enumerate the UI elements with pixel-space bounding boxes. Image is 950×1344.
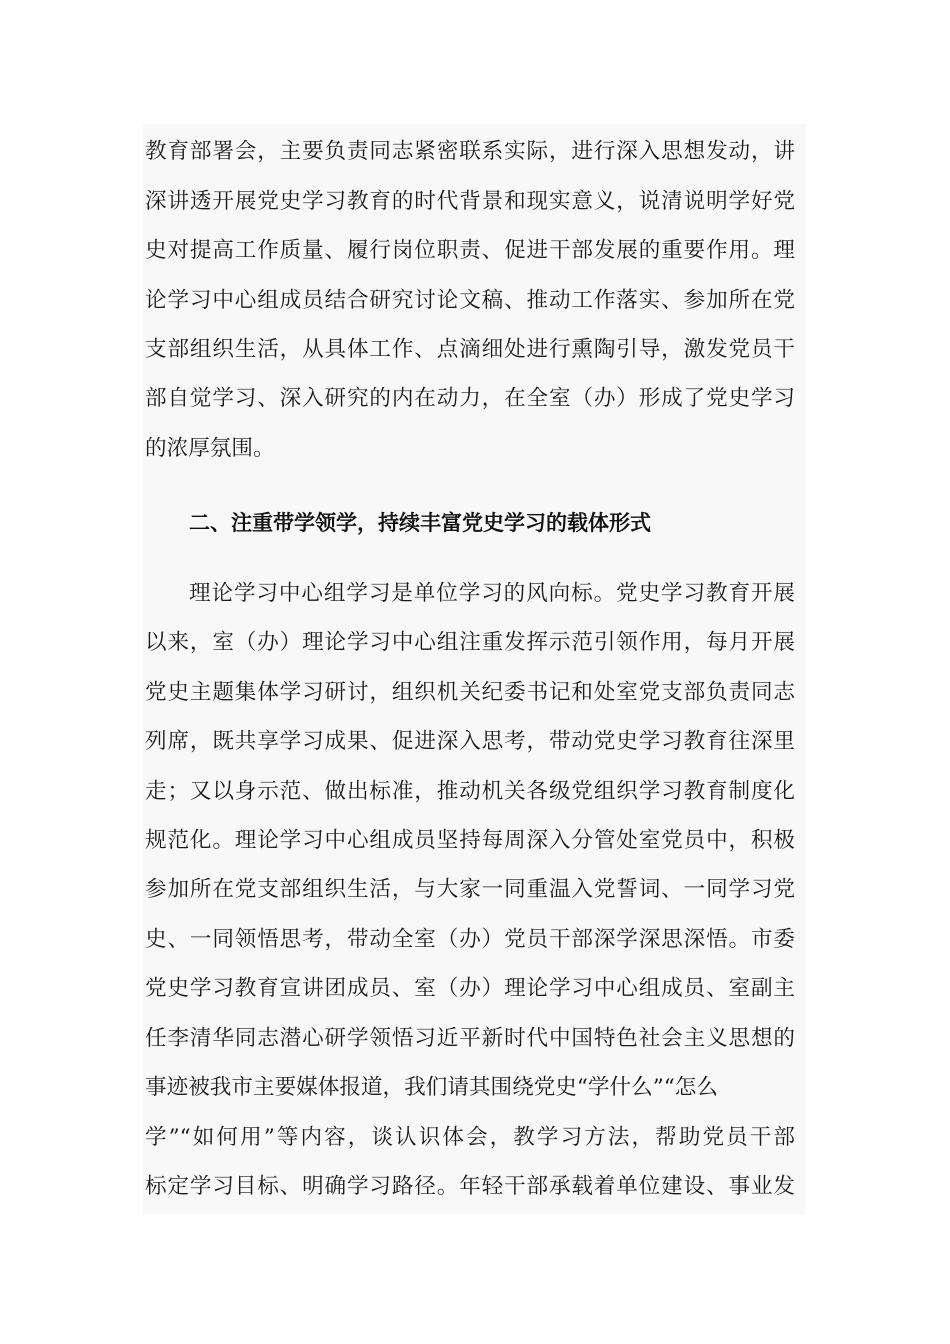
paragraph-line: 以来，室（办）理论学习中心组注重发挥示范引领作用，每月开展 xyxy=(145,630,795,655)
paragraph-line: 教育部署会，主要负责同志紧密联系实际，进行深入思想发动，讲 xyxy=(145,139,795,164)
paragraph-line: 史、一同领悟思考，带动全室（办）党员干部深学深思深悟。市委 xyxy=(145,927,795,952)
paragraph-line: 的浓厚氛围。 xyxy=(145,436,275,461)
paragraph-line: 部自觉学习、深入研究的内在动力，在全室（办）形成了党史学习 xyxy=(145,386,795,411)
paragraph-line: 学”“如何用”等内容，谈认识体会，教学习方法，帮助党员干部 xyxy=(145,1125,795,1150)
paragraph-line: 任李清华同志潜心研学领悟习近平新时代中国特色社会主义思想的 xyxy=(145,1026,795,1051)
paragraph-line: 规范化。理论学习中心组成员坚持每周深入分管处室党员中，积极 xyxy=(145,828,795,853)
paragraph-line: 党史主题集体学习研讨，组织机关纪委书记和处室党支部负责同志 xyxy=(145,680,795,705)
section-heading: 二、注重带学领学，持续丰富党史学习的载体形式 xyxy=(189,511,651,535)
paragraph-line: 史对提高工作质量、履行岗位职责、促进干部发展的重要作用。理 xyxy=(145,238,795,263)
paragraph-line: 深讲透开展党史学习教育的时代背景和现实意义，说清说明学好党 xyxy=(145,189,795,214)
paragraph-line: 理论学习中心组学习是单位学习的风向标。党史学习教育开展 xyxy=(189,581,795,606)
paragraph-line: 论学习中心组成员结合研究讨论文稿、推动工作落实、参加所在党 xyxy=(145,288,795,313)
paragraph-line: 列席，既共享学习成果、促进深入思考，带动党史学习教育往深里 xyxy=(145,729,795,754)
paragraph-line: 支部组织生活，从具体工作、点滴细处进行熏陶引导，激发党员干 xyxy=(145,337,795,362)
paragraph-line: 标定学习目标、明确学习路径。年轻干部承载着单位建设、事业发 xyxy=(145,1174,795,1199)
paragraph-line: 党史学习教育宣讲团成员、室（办）理论学习中心组成员、室副主 xyxy=(145,976,795,1001)
paragraph-line: 事迹被我市主要媒体报道，我们请其围绕党史“学什么”“怎么 xyxy=(145,1075,718,1100)
paragraph-line: 参加所在党支部组织生活，与大家一同重温入党誓词、一同学习党 xyxy=(145,877,795,902)
paragraph-line: 走；又以身示范、做出标准，推动机关各级党组织学习教育制度化 xyxy=(145,779,795,804)
